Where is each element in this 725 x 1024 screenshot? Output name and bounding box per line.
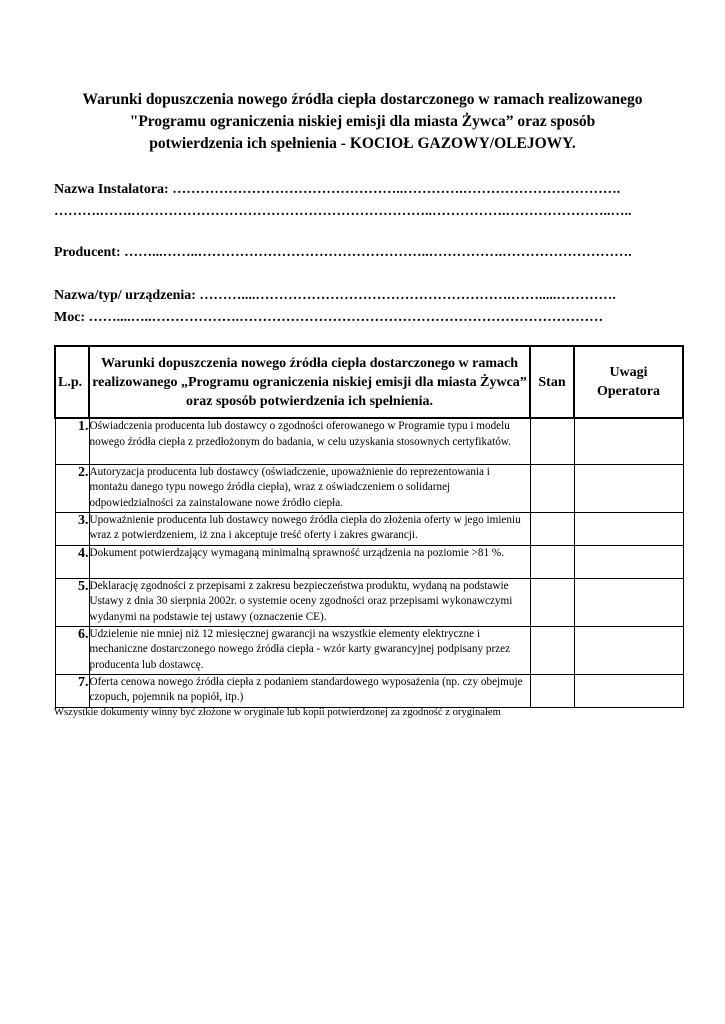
- conditions-table: [54, 345, 684, 708]
- title-line-1: Warunki dopuszczenia nowego źródła ciepła dostarczonego w ramach realizowanego: [82, 91, 643, 108]
- title-line-2: "Programu ograniczenia niskiej emisji dla miasta Żywca” oraz sposób: [129, 113, 596, 130]
- footer-note: Wszystkie dokumenty winny być złożone w oryginale lub kopii potwierdzonej za zgodność z oryginałem: [54, 707, 501, 718]
- installer-name-field: Nazwa Instalatora: …………………………………………..………….…………………………….: [54, 182, 621, 197]
- remarks-cell[interactable]: [574, 626, 683, 674]
- row-description: Upoważnienie producenta lub dostawcy nowego źródła ciepła do złożenia oferty w jego imieniu wraz z potwierdzeniem, iż zna i akceptuje treść oferty i zakres gwarancji.: [89, 512, 530, 545]
- producer-field: Producent: ……...……..…………………………………………..…………….……………………….: [54, 245, 632, 260]
- header-lp: L.p.: [55, 346, 89, 418]
- row-number: 6.: [55, 626, 89, 674]
- header-conditions: Warunki dopuszczenia nowego źródła ciepła dostarczonego w ramach realizowanego „Programu ograniczenia niskiej emisji dla miasta Żywca” oraz sposób potwierdzenia ich spełnienia.: [89, 346, 530, 418]
- remarks-cell[interactable]: [574, 674, 683, 707]
- row-description: Autoryzacja producenta lub dostawcy (oświadczenie, upoważnienie do reprezentowania i montażu danego typu nowego źródła ciepła), wraz z oświadczeniem o solidarnej odpowiedzialności za zainstalowane nowe źródło ciepła.: [89, 464, 530, 512]
- row-description: Oświadczenia producenta lub dostawcy o zgodności oferowanego w Programie typu i modelu nowego źródła ciepła z przedłożonym do badania, w celu uzyskania stosownych certyfikatów.: [89, 418, 530, 464]
- status-cell[interactable]: [530, 418, 574, 464]
- installer-name-continuation: ……….…….………………………………………………………..…………….…………………..…..: [54, 204, 632, 219]
- row-number: 7.: [55, 674, 89, 707]
- remarks-cell[interactable]: [574, 545, 683, 578]
- table-row: [55, 512, 683, 545]
- remarks-cell[interactable]: [574, 512, 683, 545]
- row-number: 1.: [55, 418, 89, 464]
- status-cell[interactable]: [530, 545, 574, 578]
- table-row: [55, 418, 683, 464]
- row-number: 4.: [55, 545, 89, 578]
- header-remarks: Uwagi Operatora: [574, 346, 683, 418]
- row-description: Oferta cenowa nowego źródła ciepła z podaniem standardowego wyposażenia (np. czy obejmuje czopuch, pojemnik na popiół, itp.): [89, 674, 530, 707]
- status-cell[interactable]: [530, 626, 574, 674]
- status-cell[interactable]: [530, 512, 574, 545]
- row-number: 3.: [55, 512, 89, 545]
- table-row: [55, 464, 683, 512]
- status-cell[interactable]: [530, 464, 574, 512]
- row-description: Udzielenie nie mniej niż 12 miesięcznej gwarancji na wszystkie elementy elektryczne i mechaniczne dostarczonego nowego źródła ciepła - wzór karty gwarancyjnej podpisany przez producenta lub dostawcę.: [89, 626, 530, 674]
- row-number: 5.: [55, 578, 89, 626]
- remarks-cell[interactable]: [574, 464, 683, 512]
- power-field: Moc: ……....…..……………….……………………………………………………………………: [54, 310, 604, 325]
- title-line-3: potwierdzenia ich spełnienia - KOCIOŁ GAZOWY/OLEJOWY.: [149, 135, 576, 152]
- status-cell[interactable]: [530, 578, 574, 626]
- table-row: [55, 578, 683, 626]
- remarks-cell[interactable]: [574, 578, 683, 626]
- table-row: [55, 674, 683, 707]
- row-description: Dokument potwierdzający wymaganą minimalną sprawność urządzenia na poziomie >81 %.: [89, 545, 530, 578]
- row-description: Deklarację zgodności z przepisami z zakresu bezpieczeństwa produktu, wydaną na podstawie Ustawy z dnia 30 sierpnia 2002r. o systemie oceny zgodności oraz przepisami wykonawczymi wydanymi na podstawie tej ustawy (oznaczenie CE).: [89, 578, 530, 626]
- document-title: [40, 89, 685, 155]
- row-number: 2.: [55, 464, 89, 512]
- remarks-cell[interactable]: [574, 418, 683, 464]
- device-name-field: Nazwa/typ/ urządzenia: ………....……………………………………………….…….....………….: [54, 288, 616, 303]
- table-row: [55, 626, 683, 674]
- header-status: Stan: [530, 346, 574, 418]
- table-row: [55, 545, 683, 578]
- table-header-row: [55, 346, 683, 418]
- status-cell[interactable]: [530, 674, 574, 707]
